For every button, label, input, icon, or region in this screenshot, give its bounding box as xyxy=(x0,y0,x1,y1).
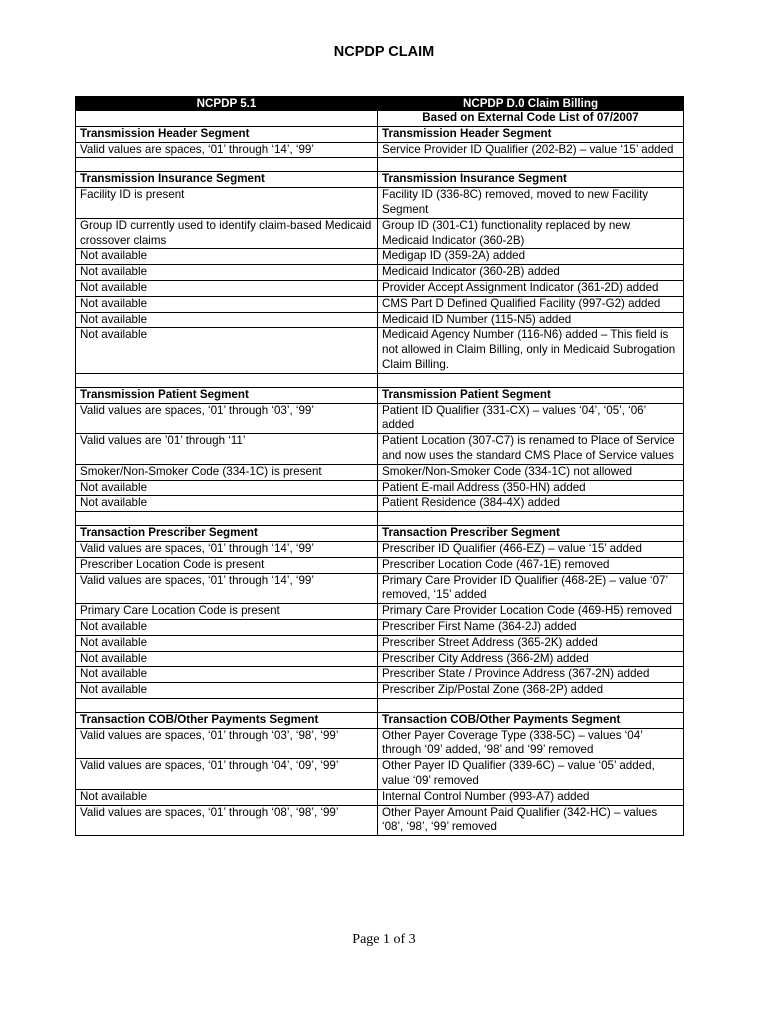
table-row xyxy=(76,403,684,434)
cell-ncpdp-d0: Prescriber Street Address (365-2K) added xyxy=(378,635,684,651)
spacer-row xyxy=(76,158,684,172)
segment-heading-row xyxy=(76,526,684,542)
cell-ncpdp-51: Smoker/Non-Smoker Code (334-1C) is present xyxy=(76,464,378,480)
cell-ncpdp-51: Not available xyxy=(76,312,378,328)
cell-ncpdp-51: Not available xyxy=(76,280,378,296)
cell-ncpdp-d0: Transaction Prescriber Segment xyxy=(378,526,684,542)
cell-ncpdp-51: Not available xyxy=(76,265,378,281)
cell-ncpdp-d0: Medicaid Agency Number (116-N6) added – This field is not allowed in Claim Billing, only in Medicaid Subrogation Claim Billing. xyxy=(378,328,684,373)
table-row xyxy=(76,496,684,512)
cell-ncpdp-51: Valid values are spaces, ‘01’ through ‘08’, ‘98’, ‘99’ xyxy=(76,805,378,836)
table-row xyxy=(76,296,684,312)
table-row xyxy=(76,635,684,651)
cell-ncpdp-51: Valid values are spaces, ‘01’ through ‘14’, ‘99’ xyxy=(76,142,378,158)
table-row xyxy=(76,218,684,249)
cell-ncpdp-51: Transmission Patient Segment xyxy=(76,387,378,403)
cell-ncpdp-51 xyxy=(76,158,378,172)
table-row xyxy=(76,265,684,281)
cell-ncpdp-d0: Medicaid ID Number (115-N5) added xyxy=(378,312,684,328)
spacer-row xyxy=(76,373,684,387)
column-header-ncpdp-51: NCPDP 5.1 xyxy=(76,97,378,111)
cell-ncpdp-d0: Transaction COB/Other Payments Segment xyxy=(378,712,684,728)
column-subheader: Based on External Code List of 07/2007 xyxy=(378,111,684,127)
cell-ncpdp-51: Group ID currently used to identify claim-based Medicaid crossover claims xyxy=(76,218,378,249)
table-row xyxy=(76,557,684,573)
table-row xyxy=(76,651,684,667)
cell-ncpdp-51: Transmission Header Segment xyxy=(76,126,378,142)
cell-ncpdp-d0 xyxy=(378,512,684,526)
cell-ncpdp-d0: Other Payer Amount Paid Qualifier (342-HC) – values ‘08’, ‘98’, ‘99’ removed xyxy=(378,805,684,836)
cell-ncpdp-51: Not available xyxy=(76,651,378,667)
table-row xyxy=(76,464,684,480)
table-row xyxy=(76,480,684,496)
cell-ncpdp-51: Not available xyxy=(76,328,378,373)
table-row xyxy=(76,312,684,328)
cell-ncpdp-d0: Primary Care Provider ID Qualifier (468-2E) – value ‘07’ removed, ‘15’ added xyxy=(378,573,684,604)
cell-ncpdp-d0: Medigap ID (359-2A) added xyxy=(378,249,684,265)
table-header xyxy=(76,97,684,111)
cell-ncpdp-51: Not available xyxy=(76,635,378,651)
cell-ncpdp-d0: Service Provider ID Qualifier (202-B2) – value ‘15’ added xyxy=(378,142,684,158)
page-number: Page 1 of 3 xyxy=(352,932,416,947)
cell-ncpdp-51: Valid values are spaces, ‘01’ through ‘03’, ‘99’ xyxy=(76,403,378,434)
segment-heading-row xyxy=(76,172,684,188)
cell-ncpdp-d0: Prescriber First Name (364-2J) added xyxy=(378,619,684,635)
cell-ncpdp-d0: Prescriber City Address (366-2M) added xyxy=(378,651,684,667)
table-row xyxy=(76,728,684,759)
table-row xyxy=(76,619,684,635)
cell-ncpdp-d0: Facility ID (336-8C) removed, moved to new Facility Segment xyxy=(378,188,684,219)
cell-ncpdp-51: Primary Care Location Code is present xyxy=(76,604,378,620)
cell-ncpdp-d0: CMS Part D Defined Qualified Facility (997-G2) added xyxy=(378,296,684,312)
cell-ncpdp-d0: Smoker/Non-Smoker Code (334-1C) not allowed xyxy=(378,464,684,480)
subheader-spacer xyxy=(76,111,378,127)
cell-ncpdp-d0: Prescriber ID Qualifier (466-EZ) – value ‘15’ added xyxy=(378,541,684,557)
cell-ncpdp-d0: Patient ID Qualifier (331-CX) – values ‘04’, ‘05’, ‘06’ added xyxy=(378,403,684,434)
cell-ncpdp-d0: Group ID (301-C1) functionality replaced by new Medicaid Indicator (360-2B) xyxy=(378,218,684,249)
cell-ncpdp-d0: Prescriber State / Province Address (367-2N) added xyxy=(378,667,684,683)
table-row xyxy=(76,188,684,219)
cell-ncpdp-51: Transmission Insurance Segment xyxy=(76,172,378,188)
cell-ncpdp-d0: Medicaid Indicator (360-2B) added xyxy=(378,265,684,281)
table-row xyxy=(76,328,684,373)
document-title: NCPDP CLAIM xyxy=(333,44,435,60)
table-row xyxy=(76,434,684,465)
table-row xyxy=(76,541,684,557)
cell-ncpdp-51: Transaction Prescriber Segment xyxy=(76,526,378,542)
cell-ncpdp-51: Not available xyxy=(76,249,378,265)
cell-ncpdp-d0: Patient Residence (384-4X) added xyxy=(378,496,684,512)
cell-ncpdp-d0: Internal Control Number (993-A7) added xyxy=(378,789,684,805)
cell-ncpdp-d0: Other Payer ID Qualifier (339-6C) – value ‘05’ added, value ‘09’ removed xyxy=(378,759,684,790)
cell-ncpdp-d0: Primary Care Provider Location Code (469-H5) removed xyxy=(378,604,684,620)
column-header-ncpdp-d0: NCPDP D.0 Claim Billing xyxy=(378,97,684,111)
comparison-table xyxy=(75,96,684,836)
spacer-row xyxy=(76,698,684,712)
cell-ncpdp-51: Valid values are ’01’ through ‘11’ xyxy=(76,434,378,465)
table-row xyxy=(76,573,684,604)
cell-ncpdp-51: Not available xyxy=(76,683,378,699)
segment-heading-row xyxy=(76,712,684,728)
table-row xyxy=(76,683,684,699)
cell-ncpdp-51: Valid values are spaces, ‘01’ through ‘03’, ‘98’, ‘99’ xyxy=(76,728,378,759)
table-row xyxy=(76,142,684,158)
cell-ncpdp-d0: Transmission Insurance Segment xyxy=(378,172,684,188)
cell-ncpdp-d0: Transmission Patient Segment xyxy=(378,387,684,403)
segment-heading-row xyxy=(76,387,684,403)
cell-ncpdp-51 xyxy=(76,512,378,526)
cell-ncpdp-d0: Prescriber Location Code (467-1E) removed xyxy=(378,557,684,573)
table-row xyxy=(76,667,684,683)
spacer-row xyxy=(76,512,684,526)
table-row xyxy=(76,805,684,836)
cell-ncpdp-51: Not available xyxy=(76,480,378,496)
segment-heading-row xyxy=(76,126,684,142)
cell-ncpdp-51: Not available xyxy=(76,619,378,635)
cell-ncpdp-51 xyxy=(76,698,378,712)
cell-ncpdp-51: Prescriber Location Code is present xyxy=(76,557,378,573)
cell-ncpdp-51: Facility ID is present xyxy=(76,188,378,219)
cell-ncpdp-51: Transaction COB/Other Payments Segment xyxy=(76,712,378,728)
table-row xyxy=(76,789,684,805)
cell-ncpdp-51: Not available xyxy=(76,667,378,683)
cell-ncpdp-51: Not available xyxy=(76,296,378,312)
cell-ncpdp-d0: Patient E-mail Address (350-HN) added xyxy=(378,480,684,496)
cell-ncpdp-d0: Transmission Header Segment xyxy=(378,126,684,142)
table-body xyxy=(76,111,684,836)
table-row xyxy=(76,604,684,620)
cell-ncpdp-d0: Patient Location (307-C7) is renamed to Place of Service and now uses the standard CMS Place of Service values xyxy=(378,434,684,465)
cell-ncpdp-d0: Provider Accept Assignment Indicator (361-2D) added xyxy=(378,280,684,296)
cell-ncpdp-51: Not available xyxy=(76,789,378,805)
cell-ncpdp-51: Not available xyxy=(76,496,378,512)
cell-ncpdp-d0 xyxy=(378,158,684,172)
table-row xyxy=(76,249,684,265)
cell-ncpdp-d0 xyxy=(378,698,684,712)
cell-ncpdp-51: Valid values are spaces, ‘01’ through ‘04’, ‘09’, ‘99’ xyxy=(76,759,378,790)
cell-ncpdp-51 xyxy=(76,373,378,387)
table-row xyxy=(76,280,684,296)
table-row xyxy=(76,759,684,790)
cell-ncpdp-51: Valid values are spaces, ‘01’ through ‘14’, ‘99’ xyxy=(76,573,378,604)
cell-ncpdp-51: Valid values are spaces, ‘01’ through ‘14’, ‘99’ xyxy=(76,541,378,557)
cell-ncpdp-d0: Prescriber Zip/Postal Zone (368-2P) added xyxy=(378,683,684,699)
cell-ncpdp-d0 xyxy=(378,373,684,387)
cell-ncpdp-d0: Other Payer Coverage Type (338-5C) – values ‘04’ through ‘09’ added, ‘98’ and ‘99’ removed xyxy=(378,728,684,759)
